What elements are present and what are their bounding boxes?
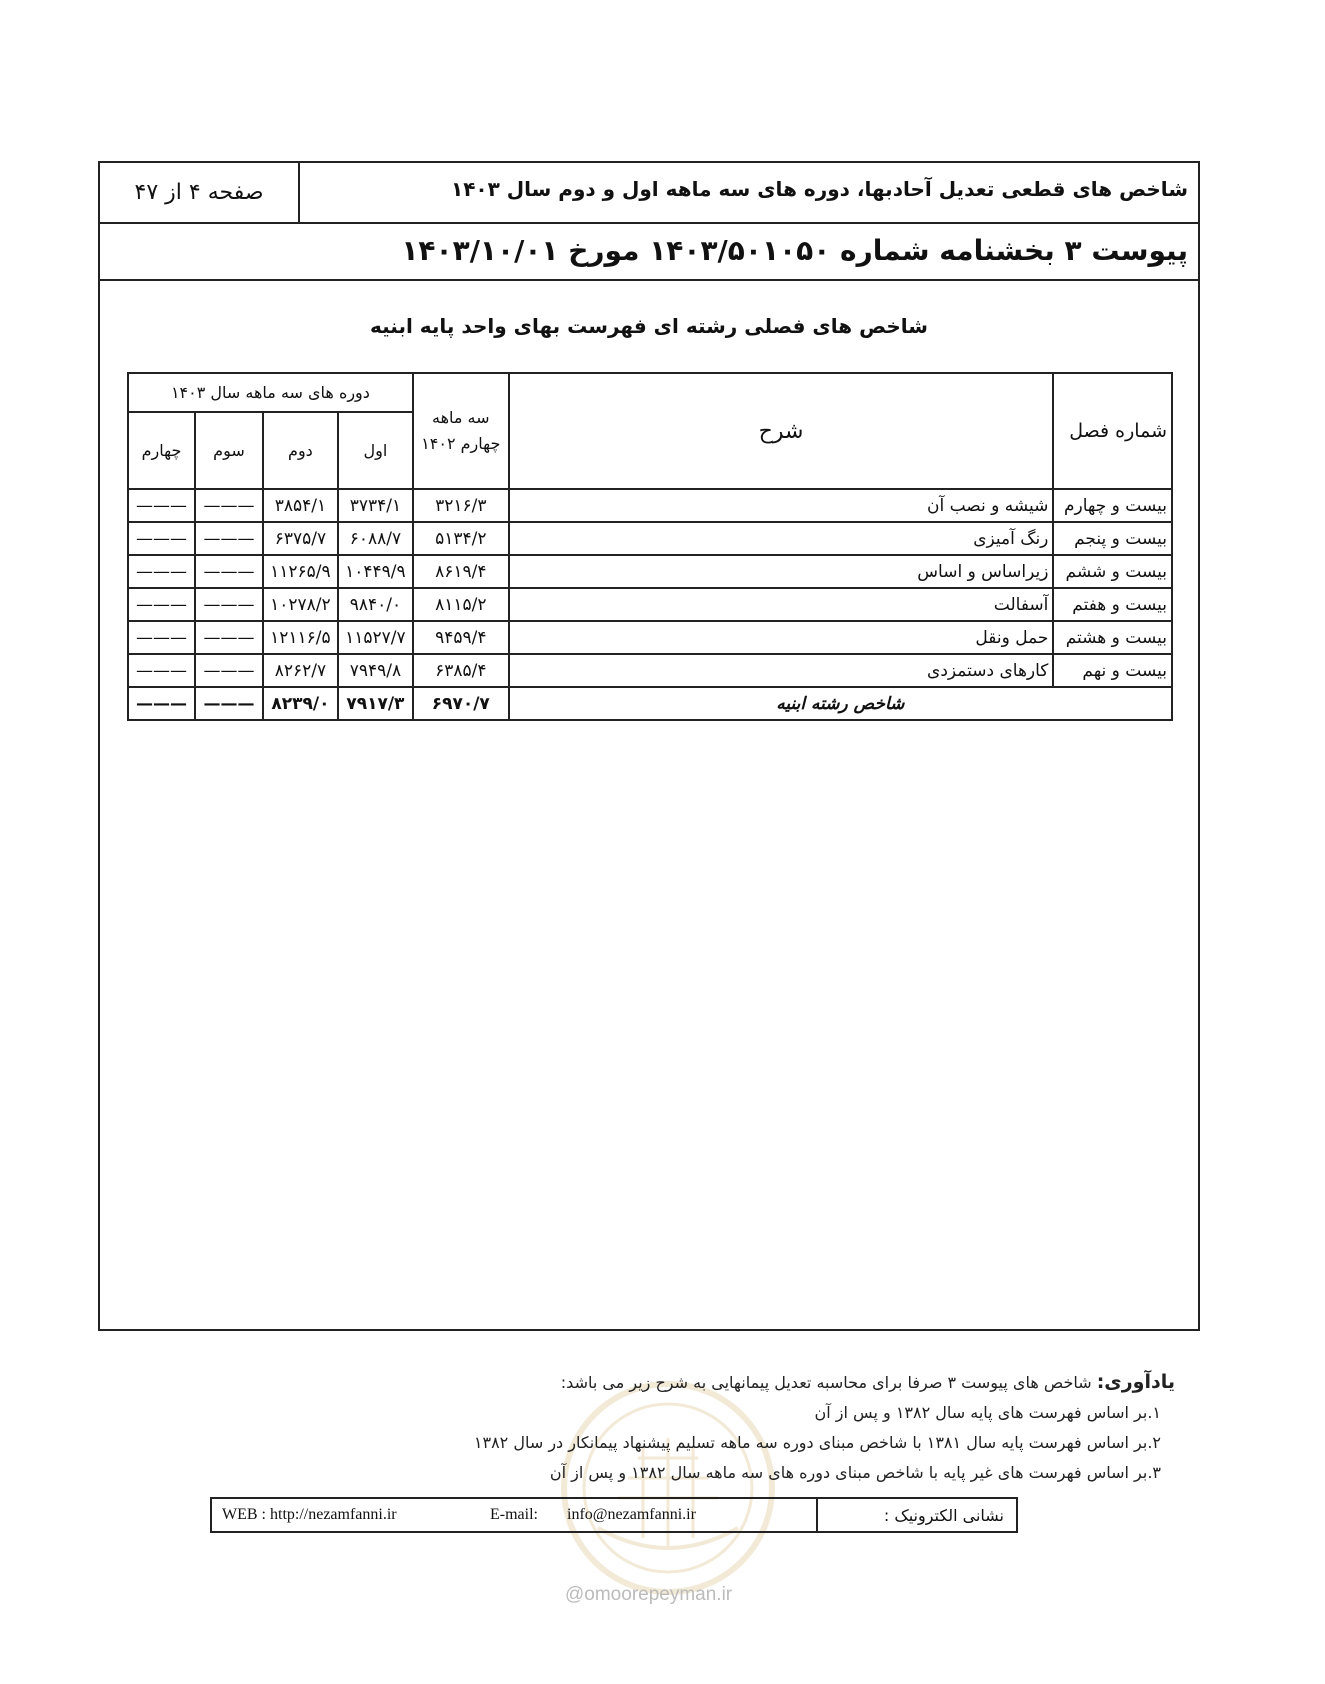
- col-q2-header: دوم: [263, 412, 338, 489]
- section-cell: بیست و چهارم: [1053, 489, 1172, 522]
- table-row: [128, 588, 1172, 621]
- table-row: [128, 621, 1172, 654]
- q3-cell: ———: [195, 588, 263, 621]
- description-cell: کارهای دستمزدی: [509, 654, 1054, 687]
- q4-1402-cell: ۸۶۱۹/۴: [413, 555, 509, 588]
- q1-cell: ۹۸۴۰/۰: [338, 588, 413, 621]
- description-cell: شیشه و نصب آن: [509, 489, 1054, 522]
- total-row: [128, 687, 1172, 720]
- contact-box: [210, 1497, 1018, 1533]
- q4-cell: ———: [128, 555, 195, 588]
- description-cell: زیراساس و اساس: [509, 555, 1054, 588]
- q1-cell: ۱۱۵۲۷/۷: [338, 621, 413, 654]
- section-cell: بیست و هفتم: [1053, 588, 1172, 621]
- description-cell: حمل ونقل: [509, 621, 1054, 654]
- section-cell: بیست و پنجم: [1053, 522, 1172, 555]
- q4-1402-cell: ۸۱۱۵/۲: [413, 588, 509, 621]
- notes-section: [125, 1367, 1175, 1488]
- annex-title: پیوست ۳ بخشنامه شماره ۱۴۰۳/۵۰۱۰۵۰ مورخ ۱۴۰۳/۱۰/۰۱: [401, 234, 1188, 267]
- group-1403-header: دوره های سه ماهه سال ۱۴۰۳: [128, 373, 413, 412]
- q3-cell: ———: [195, 654, 263, 687]
- q4-cell: ———: [128, 522, 195, 555]
- col-description-header: شرح: [509, 373, 1054, 489]
- q1-cell: ۶۰۸۸/۷: [338, 522, 413, 555]
- q3-cell: ———: [195, 555, 263, 588]
- q3-cell: ———: [195, 489, 263, 522]
- q4-cell: ———: [128, 588, 195, 621]
- q2-cell: ۱۱۲۶۵/۹: [263, 555, 338, 588]
- q4-1402-cell: ۶۳۸۵/۴: [413, 654, 509, 687]
- page-number: صفحه ۴ از ۴۷: [134, 180, 264, 205]
- table-row: [128, 522, 1172, 555]
- col-section-header: شماره فصل: [1053, 373, 1172, 489]
- header-title: شاخص های قطعی تعدیل آحادبها، دوره های سه ماهه اول و دوم سال ۱۴۰۳: [451, 177, 1188, 201]
- q2-cell: ۸۲۶۲/۷: [263, 654, 338, 687]
- col-q1-header: اول: [338, 412, 413, 489]
- q2-cell: ۱۰۲۷۸/۲: [263, 588, 338, 621]
- section-cell: بیست و نهم: [1053, 654, 1172, 687]
- q4-1402-cell: ۵۱۳۴/۲: [413, 522, 509, 555]
- total-label: شاخص رشته ابنیه: [509, 687, 1172, 720]
- section-cell: بیست و هشتم: [1053, 621, 1172, 654]
- header-divider: [298, 163, 300, 222]
- notes-intro: شاخص های پیوست ۳ صرفا برای محاسبه تعدیل پیمانهایی به شرح زیر می باشد:: [560, 1373, 1092, 1392]
- q4-cell: ———: [128, 621, 195, 654]
- table-row: [128, 555, 1172, 588]
- email-label: E-mail:: [490, 1506, 538, 1523]
- q4-1402-cell: ۳۲۱۶/۳: [413, 489, 509, 522]
- total-q3-cell: ———: [195, 687, 263, 720]
- note-item: ۳.بر اساس فهرست های غیر پایه با شاخص مبنای دوره های سه ماهه سال ۱۳۸۲ و پس از آن: [549, 1463, 1161, 1482]
- q1-cell: ۳۷۳۴/۱: [338, 489, 413, 522]
- q1-cell: ۱۰۴۴۹/۹: [338, 555, 413, 588]
- col-q4-header: چهارم: [128, 412, 195, 489]
- section-cell: بیست و ششم: [1053, 555, 1172, 588]
- description-cell: رنگ آمیزی: [509, 522, 1054, 555]
- note-item: ۲.بر اساس فهرست پایه سال ۱۳۸۱ با شاخص مبنای دوره سه ماهه تسلیم پیشنهاد پیمانکار در سال ۱۳۸۲: [473, 1433, 1161, 1452]
- q4-1402-cell: ۹۴۵۹/۴: [413, 621, 509, 654]
- header-row: [100, 163, 1198, 224]
- description-cell: آسفالت: [509, 588, 1054, 621]
- notes-lead: یادآوری:: [1096, 1371, 1175, 1393]
- total-q1-cell: ۷۹۱۷/۳: [338, 687, 413, 720]
- table-row: [128, 489, 1172, 522]
- watermark-text: @omoorepeyman.ir: [565, 1584, 733, 1605]
- total-q4-1402-cell: ۶۹۷۰/۷: [413, 687, 509, 720]
- table-row: [128, 654, 1172, 687]
- q3-cell: ———: [195, 621, 263, 654]
- email-link[interactable]: info@nezamfanni.ir: [567, 1506, 696, 1523]
- col-q4-1402-header-line1: سه ماهه: [432, 408, 490, 427]
- col-q4-1402-header: [413, 373, 509, 489]
- q4-cell: ———: [128, 654, 195, 687]
- web-link[interactable]: WEB : http://nezamfanni.ir: [222, 1506, 397, 1523]
- col-q3-header: سوم: [195, 412, 263, 489]
- q2-cell: ۱۲۱۱۶/۵: [263, 621, 338, 654]
- contact-divider: [816, 1499, 818, 1531]
- q4-cell: ———: [128, 489, 195, 522]
- q3-cell: ———: [195, 522, 263, 555]
- col-q4-1402-header-line2: چهارم ۱۴۰۲: [421, 434, 501, 453]
- index-table: [127, 372, 1173, 721]
- total-q2-cell: ۸۲۳۹/۰: [263, 687, 338, 720]
- notes-intro-line: [125, 1367, 1175, 1398]
- annex-row: [100, 224, 1198, 281]
- contact-label: نشانی الکترونیک :: [883, 1506, 1004, 1525]
- table-title: شاخص های فصلی رشته ای فهرست بهای واحد پایه ابنیه: [370, 314, 928, 338]
- total-q4-cell: ———: [128, 687, 195, 720]
- q2-cell: ۳۸۵۴/۱: [263, 489, 338, 522]
- q1-cell: ۷۹۴۹/۸: [338, 654, 413, 687]
- q2-cell: ۶۳۷۵/۷: [263, 522, 338, 555]
- note-item: ۱.بر اساس فهرست های پایه سال ۱۳۸۲ و پس از آن: [814, 1403, 1161, 1422]
- page-frame: [98, 161, 1200, 1331]
